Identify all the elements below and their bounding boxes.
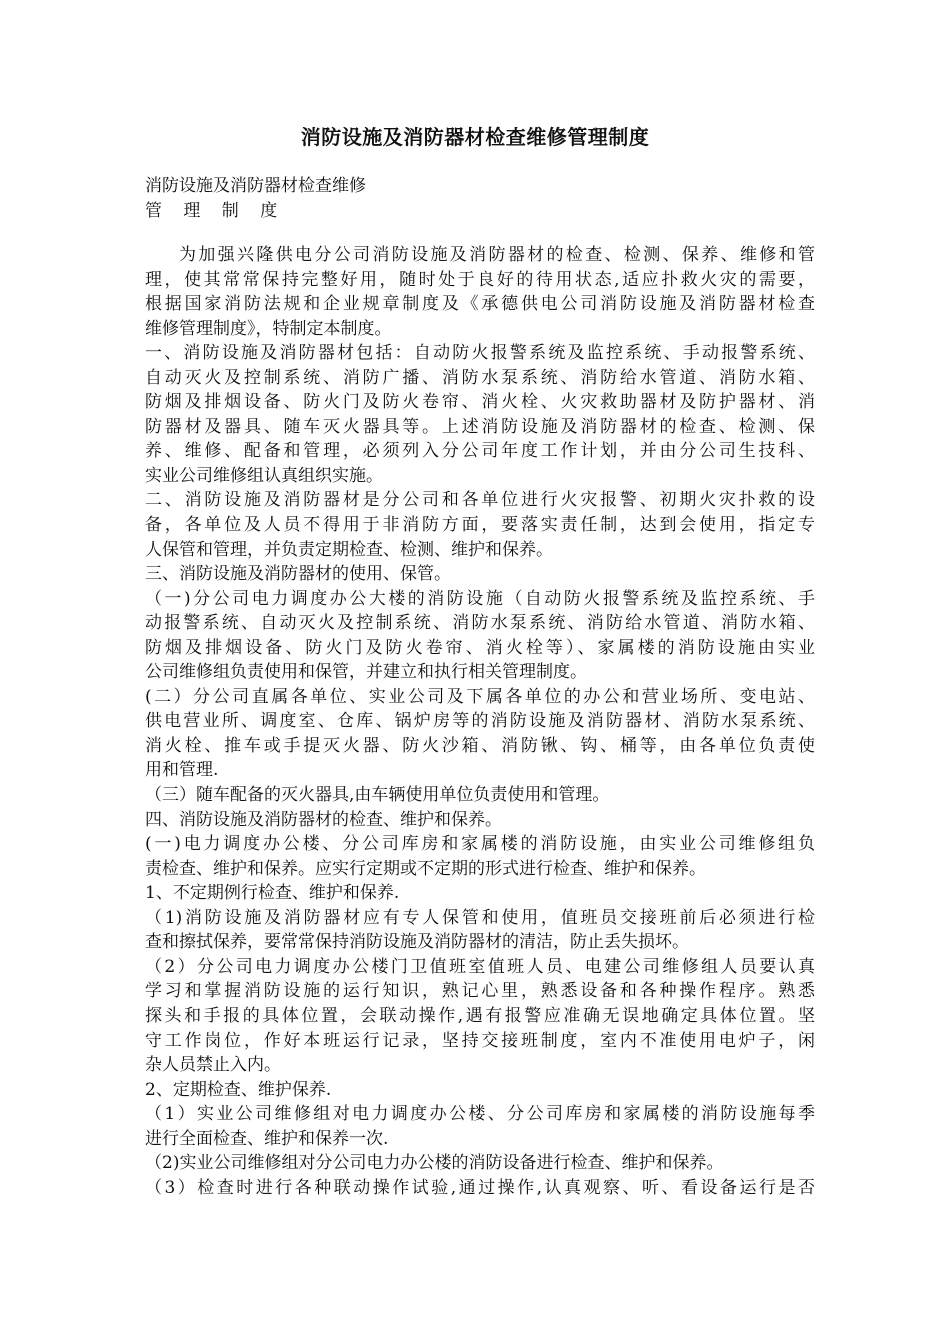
body-line: 一、消防设施及消防器材包括：自动防火报警系统及监控系统、手动报警系统、 — [145, 343, 815, 364]
body-line: 责检查、维护和保养。应实行定期或不定期的形式进行检查、维护和保养。 — [145, 858, 706, 879]
body-line: 学习和掌握消防设施的运行知识，熟记心里，熟悉设备和各种操作程序。熟悉 — [145, 981, 815, 1002]
body-line: 消火栓、推车或手提灭火器、防火沙箱、消防锹、钩、桶等，由各单位负责使 — [145, 735, 815, 756]
body-line: 杂人员禁止入内。 — [145, 1055, 281, 1076]
body-line: 防烟及排烟设备、防火门及防火卷帘、消火栓、火灾救助器材及防护器材、消 — [145, 392, 815, 413]
body-line: 四、消防设施及消防器材的检查、维护和保养。 — [145, 809, 502, 830]
body-line: 实业公司维修组认真组织实施。 — [145, 465, 383, 486]
body-line: 人保管和管理，并负责定期检查、检测、维护和保养。 — [145, 539, 553, 560]
body-line: （2）分公司电力调度办公楼门卫值班室值班人员、电建公司维修组人员要认真 — [145, 956, 815, 977]
body-line: (二）分公司直属各单位、实业公司及下属各单位的办公和营业场所、变电站、 — [145, 686, 815, 707]
document-body — [145, 243, 815, 1200]
body-line: 三、消防设施及消防器材的使用、保管。 — [145, 564, 451, 585]
body-line: 进行全面检查、维护和保养一次. — [145, 1128, 389, 1149]
body-line: （一)分公司电力调度办公大楼的消防设施（自动防火报警系统及监控系统、手 — [145, 588, 815, 609]
body-line: 守工作岗位，作好本班运行记录，坚持交接班制度，室内不准使用电炉子，闲 — [145, 1030, 815, 1051]
body-line: 维修管理制度》，特制定本制度。 — [145, 318, 392, 339]
body-line: 防烟及排烟设备、防火门及防火卷帘、消火栓等）、家属楼的消防设施由实业 — [145, 637, 815, 658]
body-line: 公司维修组负责使用和保管，并建立和执行相关管理制度。 — [145, 662, 587, 683]
body-line: 根据国家消防法规和企业规章制度及《承德供电公司消防设施及消防器材检查 — [145, 294, 815, 315]
body-line: （三）随车配备的灭火器具,由车辆使用单位负责使用和管理。 — [145, 785, 610, 806]
body-line: （3）检查时进行各种联动操作试验,通过操作,认真观察、听、看设备运行是否 — [145, 1177, 815, 1198]
body-line: （1)消防设施及消防器材应有专人保管和使用，值班员交接班前后必须进行检 — [145, 907, 815, 928]
body-line: 1、不定期例行检查、维护和保养. — [145, 883, 400, 904]
body-line: 动报警系统、自动灭火及控制系统、消防水泵系统、消防给水管道、消防水箱、 — [145, 613, 815, 634]
body-line: 自动灭火及控制系统、消防广播、消防水泵系统、消防给水管道、消防水箱、 — [145, 367, 815, 388]
body-line: 养、维修、配备和管理，必须列入分公司年度工作计划，并由分公司生技科、 — [145, 441, 815, 462]
body-line: （2)实业公司维修组对分公司电力办公楼的消防设备进行检查、维护和保养。 — [145, 1153, 724, 1174]
body-line: （1）实业公司维修组对电力调度办公楼、分公司库房和家属楼的消防设施每季 — [145, 1104, 815, 1125]
body-line: 供电营业所、调度室、仓库、锅炉房等的消防设施及消防器材、消防水泵系统、 — [145, 711, 815, 732]
body-line: 探头和手报的具体位置，会联动操作,遇有报警应准确无误地确定具体位置。坚 — [145, 1005, 815, 1026]
body-line: 防器材及器具、随车灭火器具等。上述消防设施及消防器材的检查、检测、保 — [145, 416, 815, 437]
body-line: 2、定期检查、维护保养. — [145, 1079, 332, 1100]
body-line: 用和管理. — [145, 760, 219, 781]
body-line: 为加强兴隆供电分公司消防设施及消防器材的检查、检测、保养、维修和管 — [179, 245, 815, 265]
subtitle-line-2: 管 理 制 度 — [145, 201, 286, 221]
subtitle-line-1: 消防设施及消防器材检查维修 — [145, 176, 366, 196]
body-line: 备，各单位及人员不得用于非消防方面，要落实责任制，达到会使用，指定专 — [145, 515, 815, 536]
body-line: 查和擦拭保养，要常常保持消防设施及消防器材的清洁，防止丢失损坏。 — [145, 932, 689, 953]
body-line: 二、消防设施及消防器材是分公司和各单位进行火灾报警、初期火灾扑救的设 — [145, 490, 815, 511]
body-line: 理，使其常常保持完整好用，随时处于良好的待用状态,适应扑救火灾的需要， — [145, 269, 815, 290]
document-title: 消防设施及消防器材检查维修管理制度 — [300, 125, 650, 149]
body-line: (一)电力调度办公楼、分公司库房和家属楼的消防设施，由实业公司维修组负 — [145, 834, 815, 855]
